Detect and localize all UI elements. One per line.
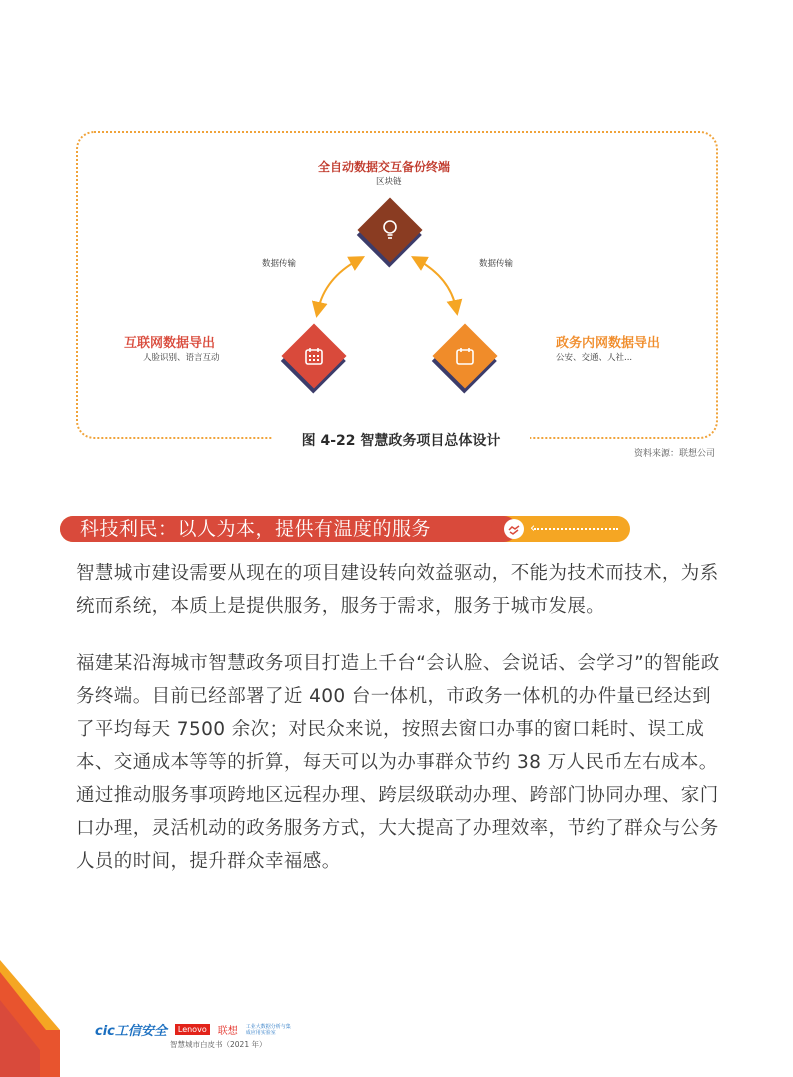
- figure-source: 资料来源：联想公司: [633, 449, 715, 459]
- section-banner: [60, 516, 630, 542]
- lianxiang-logo: 联想: [217, 1026, 238, 1037]
- publication-title: 智慧城市白皮书（2021 年）: [170, 1040, 267, 1049]
- left-arrow-label: 数据传输: [262, 259, 297, 269]
- footer-logos: [95, 1020, 294, 1039]
- paragraph-2: 福建某沿海城市智慧政务项目打造上千台“会认脸、会说话、会学习”的智能政务终端。目前已经部署了近 400 台一体机，市政务一体机的办件量已经达到了平均每天 7500 余次；对民众来说，按照去窗口办事的窗口耗时、误工成本、交通成本等等的折算，每天可以为办事群众节约 38 万人民币左右成本。通过推动服务事项跨地区远程办理、跨层级联动办理、跨部门协同办理、家门口办理，灵活机动的政务服务方式，大大提高了办理效率，节约了群众与公务人员的时间，提升群众幸福感。: [76, 653, 720, 872]
- figure-caption: 图 4-22 智慧政务项目总体设计: [272, 428, 530, 454]
- calendar-grid-icon: [298, 340, 330, 372]
- top-node-subtitle: 区块链: [376, 177, 402, 187]
- lenovo-logo: Lenovo: [175, 1024, 210, 1035]
- lightbulb-icon: [374, 214, 406, 246]
- calendar-icon: [449, 340, 481, 372]
- top-node-title: 全自动数据交互备份终端: [318, 160, 451, 174]
- page-number: 57: [68, 996, 88, 1014]
- left-flow-arrow: [318, 260, 358, 310]
- right-node-subtitle: 公安、交通、人社...: [556, 353, 633, 363]
- chevron-left-icon: ‹: [530, 521, 536, 536]
- page-corner-decoration: [0, 960, 100, 1077]
- handshake-icon: [504, 519, 524, 539]
- left-node-subtitle: 人脸识别、语言互动: [143, 353, 220, 363]
- left-node-title: 互联网数据导出: [124, 336, 216, 351]
- cic-logo: cic工信安全: [95, 1024, 167, 1039]
- right-arrow-label: 数据传输: [479, 259, 514, 269]
- right-node-title: 政务内网数据导出: [556, 336, 661, 351]
- right-flow-arrow: [418, 260, 456, 308]
- paragraph-1: 智慧城市建设需要从现在的项目建设转向效益驱动，不能为技术而技术，为系统而系统，本质上是提供服务，服务于需求，服务于城市发展。: [76, 563, 719, 617]
- flow-arrows: [300, 250, 470, 320]
- lab-logo: 工业大数据分析与集成应用实验室: [245, 1023, 291, 1036]
- banner-dotted-line: [534, 528, 618, 530]
- section-title: 科技利民：以人为本，提供有温度的服务: [80, 518, 432, 540]
